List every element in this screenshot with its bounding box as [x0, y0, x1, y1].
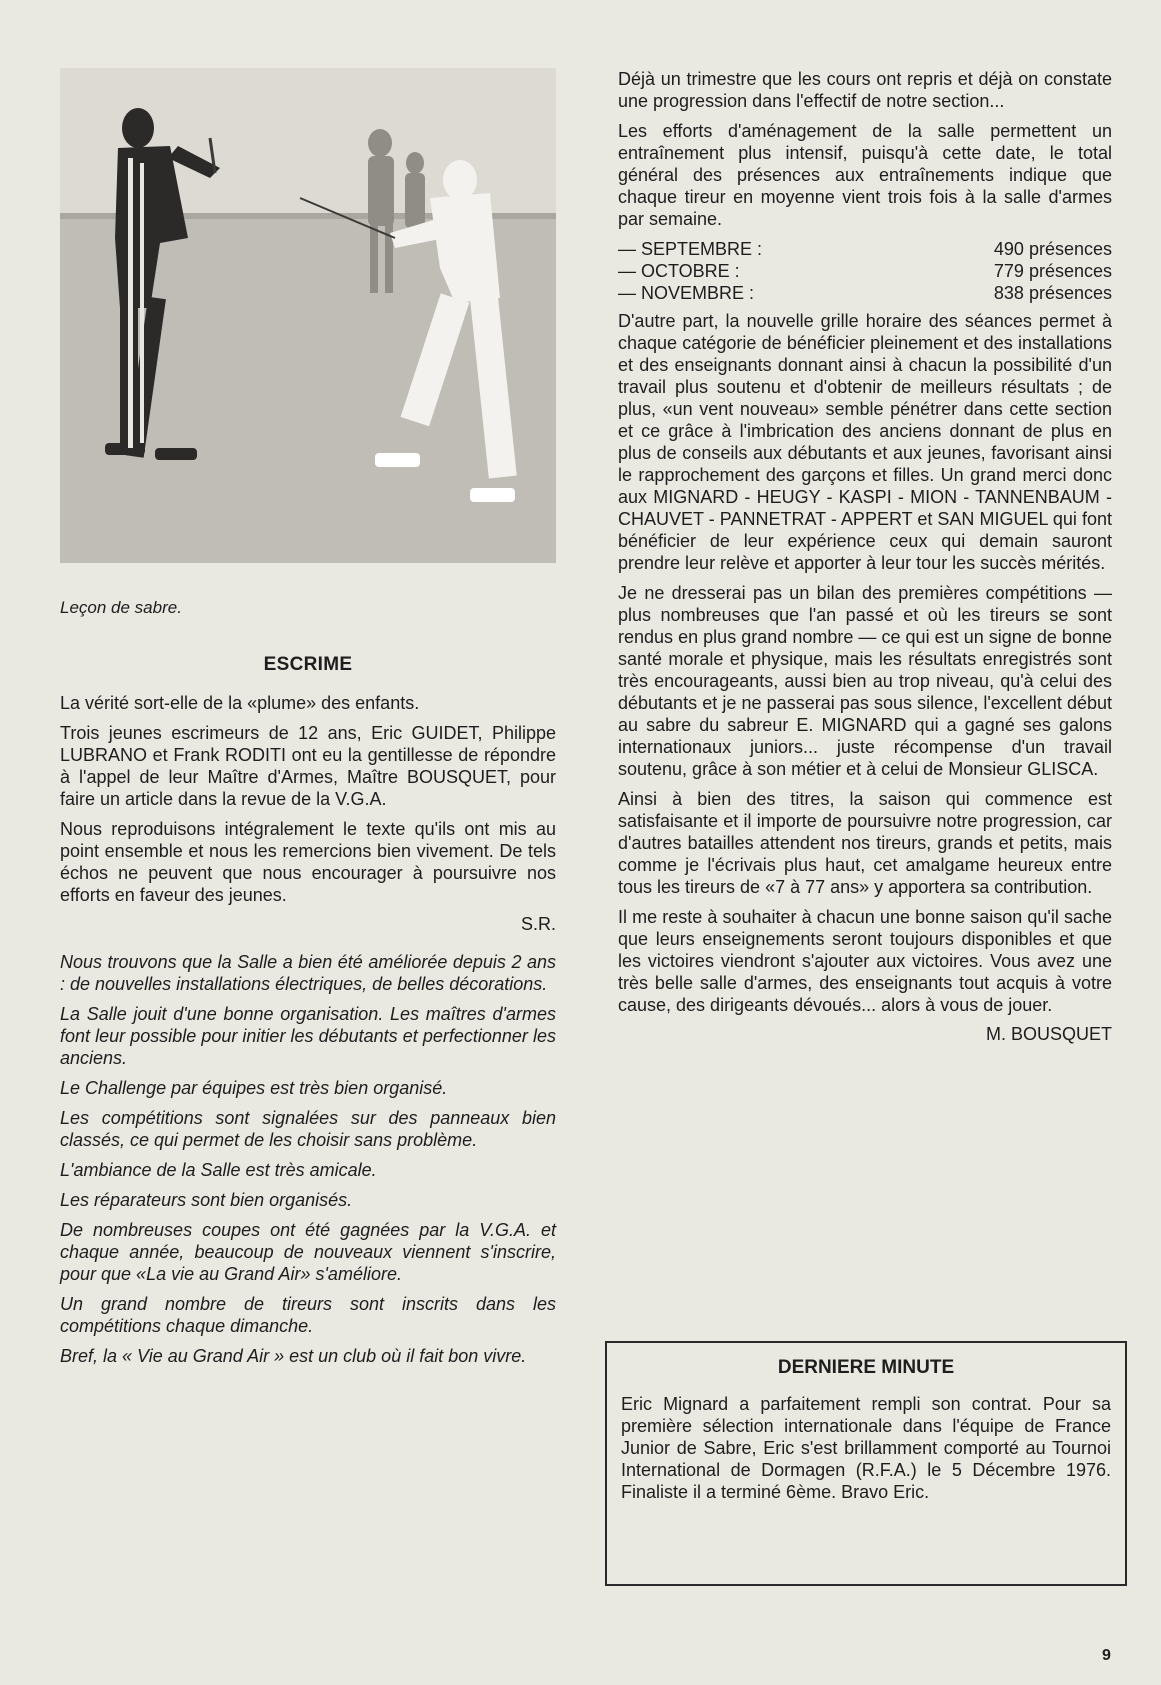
children-text: Bref, la « Vie au Grand Air » est un club où il fait bon vivre.	[60, 1346, 527, 1366]
right-signature: M. BOUSQUET	[985, 1024, 1112, 1044]
stat-row	[618, 260, 1112, 282]
right-paragraph: Ainsi à bien des titres, la saison qui commence est satisfaisante et il importe de poursuivre notre progression, car d'autres batailles attendent nos tireurs, grands et petits, mais comme je l'écrivais plus haut, cet amalgame heureux entre tous les tireurs de «7 à 77 ans» y apportera sa contribution.	[618, 789, 1112, 897]
photo-caption: Leçon de sabre.	[60, 598, 182, 617]
left-signature: S.R.	[520, 914, 556, 934]
stat-month: — NOVEMBRE :	[618, 283, 755, 303]
right-paragraph: Je ne dresserai pas un bilan des premières compétitions — plus nombreuses que l'an passé et où les tireurs se sont rendus en plus grand nombre — ce qui est un signe de bonne santé morale et physique, mais les résultats enregistrés sont très encourageants, aussi bien au trop niveau, qu'à celui des débutants et je ne passerai pas sous silence, l'excellent début au sabre du sabreur E. MIGNARD qui a gagné ses galons internationaux juniors... juste récompense d'un travail soutenu, grâce à son métier et à celui de Monsieur GLISCA.	[618, 583, 1112, 779]
children-text: Le Challenge par équipes est très bien organisé.	[60, 1078, 448, 1098]
attendance-stats	[618, 238, 1112, 304]
children-text: Les réparateurs sont bien organisés.	[60, 1190, 353, 1210]
left-paragraph: La vérité sort-elle de la «plume» des enfants.	[60, 693, 420, 713]
stat-month: — SEPTEMBRE :	[618, 239, 763, 259]
left-paragraph: Trois jeunes escrimeurs de 12 ans, Eric GUIDET, Philippe LUBRANO et Frank RODITI ont eu la gentillesse de répondre à l'appel de leur Maître d'Armes, Maître BOUSQUET, pour faire un article dans la revue de la V.G.A.	[60, 723, 556, 809]
fencing-photo	[60, 68, 556, 563]
right-column	[618, 68, 1112, 1045]
children-text: Les compétitions sont signalées sur des panneaux bien classés, ce qui permet de les choisir sans problème.	[60, 1108, 556, 1150]
section-heading: ESCRIME	[263, 654, 353, 675]
children-text: Nous trouvons que la Salle a bien été améliorée depuis 2 ans : de nouvelles installations électriques, de belles décorations.	[60, 952, 556, 994]
page-number: 9	[1102, 1647, 1111, 1664]
right-paragraph: D'autre part, la nouvelle grille horaire des séances permet à chaque catégorie de bénéficier pleinement et des installations et des enseignants donnant ainsi à chacun la possibilité d'un travail plus soutenu et d'obtenir de meilleurs résultats ; de plus, «un vent nouveau» semble pénétrer dans cette section et ce grâce à l'imbrication des anciens donnant de plus en plus de conseils aux débutants et aux jeunes, favorisant ainsi le rapprochement des garçons et filles. Un grand merci donc aux MIGNARD - HEUGY - KASPI - MION - TANNENBAUM - CHAUVET - PANNETRAT - APPERT et SAN MIGUEL qui font bénéficier de leur expérience ceux qui demain sauront prendre leur relève et apporter à leur tour les succès mérités.	[618, 311, 1112, 573]
right-intro: Les efforts d'aménagement de la salle permettent un entraînement plus intensif, puisqu'à cette date, le total général des présences aux entraînements indique que chaque tireur en moyenne vient trois fois à la salle d'armes par semaine.	[618, 121, 1112, 229]
left-paragraph: Nous reproduisons intégralement le texte qu'ils ont mis au point ensemble et nous les remercions bien vivement. De tels échos ne peuvent que nous encourager à poursuivre nos efforts en faveur des jeunes.	[60, 819, 556, 905]
right-intro: Déjà un trimestre que les cours ont repris et déjà on constate une progression dans l'effectif de notre section...	[618, 69, 1112, 111]
stat-value: 779 présences	[993, 261, 1112, 281]
left-column	[60, 68, 556, 1375]
children-text: La Salle jouit d'une bonne organisation. Les maîtres d'armes font leur possible pour initier les débutants et perfectionner les anciens.	[60, 1004, 556, 1068]
children-text: Un grand nombre de tireurs sont inscrits dans les compétitions chaque dimanche.	[60, 1294, 556, 1336]
fencing-illustration	[60, 68, 556, 563]
box-text: Eric Mignard a parfaitement rempli son contrat. Pour sa première sélection internationale dans l'équipe de France Junior de Sabre, Eric s'est brillamment comporté au Tournoi International de Dormagen (R.F.A.) le 5 Décembre 1976. Finaliste il a terminé 6ème. Bravo Eric.	[621, 1394, 1111, 1502]
box-title: DERNIERE MINUTE	[777, 1357, 955, 1378]
stat-value: 490 présences	[993, 239, 1112, 259]
stat-value: 838 présences	[993, 283, 1112, 303]
stat-row	[618, 282, 1112, 304]
stat-row	[618, 238, 1112, 260]
stat-month: — OCTOBRE :	[618, 261, 740, 281]
children-text: De nombreuses coupes ont été gagnées par la V.G.A. et chaque année, beaucoup de nouveaux viennent s'inscrire, pour que «La vie au Grand Air» s'améliore.	[60, 1220, 556, 1284]
children-text: L'ambiance de la Salle est très amicale.	[60, 1160, 377, 1180]
last-minute-box	[605, 1341, 1127, 1586]
right-paragraph: Il me reste à souhaiter à chacun une bonne saison qu'il sache que leurs enseignements seront toujours disponibles et que les victoires viendront s'ajouter aux victoires. Vous avez une très belle salle d'armes, des enseignants tout acquis à votre cause, des dirigeants dévoués... alors à vous de jouer.	[618, 907, 1112, 1015]
